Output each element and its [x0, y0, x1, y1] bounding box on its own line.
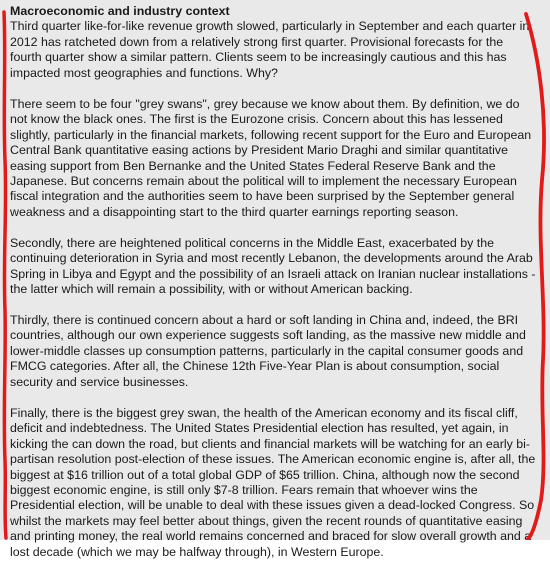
paragraph-middle-east: Secondly, there are heightened political concerns in the Middle East, exacerbated by the continuing deterioration in Syria and most recently Lebanon, the developments around the Arab Spring in Libya and Egypt and the possibility of an Israeli attack on Iranian nuclear installations - the latter which will remain a possibility, with or without American backing. — [10, 235, 536, 297]
section-heading: Macroeconomic and industry context — [10, 4, 230, 18]
paragraph-revenue-growth: Third quarter like-for-like revenue growth slowed, particularly in September and each quarter in 2012 has ratcheted down from a relatively strong first quarter. Provisional forecasts for the fourth quarter show a similar pattern. Clients seem to be increasingly cautious and this has impacted most geographies and functions. Why? — [10, 19, 530, 80]
paragraph-china: Thirdly, there is continued concern about a hard or soft landing in China and, indeed, the BRI countries, although our own experience suggests soft landing, as the massive new middle and lower-middle classes up consumption patterns, particularly in the capital consumer goods and FMCG categories. After all, the Chinese 12th Five-Year Plan is about consumption, social security and service businesses. — [10, 313, 526, 389]
paragraph-grey-swans-eurozone: There seem to be four "grey swans", grey because we know about them. By definition, we do not know the black ones. The first is the Eurozone crisis. Concern about this has lessened slightly, particularly in the financial markets, following recent support for the Euro and European Central Bank quantitative easing actions by President Mario Draghi and similar quantitative easing support from Ben Bernanke and the United States Federal Reserve Bank and the Japanese. But concerns remain about the political will to implement the necessary European fiscal integration and the authorities seem to have been surprised by the September general weakness and a disappointing start to the third quarter earnings reporting season. — [10, 96, 532, 219]
paragraph-american-economy: Finally, there is the biggest grey swan, the health of the American economy and its fiscal cliff, deficit and indebtedness. The United States Presidential election has resulted, yet again, in kicking the can down the road, but clients and financial markets will be watching for an early bi-partisan resolution post-election of these issues. The American economic engine is, after all, the biggest at $16 trillion out of a total global GDP of $65 trillion. China, although now the second biggest economic engine, is still only $7-8 trillion. Fears remain that whoever wins the Presidential election, will be unable to deal with these issues given a dead-locked Congress. So whilst the markets may feel better about things, given the recent rounds of quantitative easing and printing money, the real world remains concerned and braced for slow overall growth and a lost decade (which we may be halfway through), in Western Europe. — [10, 405, 536, 559]
left-margin-marker-line — [4, 12, 6, 538]
document-body — [10, 4, 538, 576]
